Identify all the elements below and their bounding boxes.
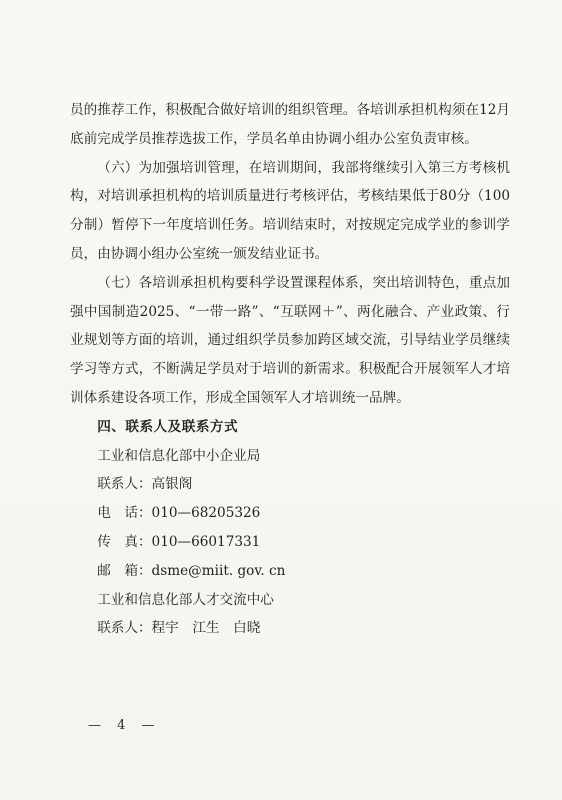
contact-person-1: 联系人：高银阁 — [97, 476, 193, 493]
contact-phone: 电 话：010—68205326 — [97, 505, 261, 522]
paragraph-item-7: （七）各培训承担机构要科学设置课程体系，突出培训特色，重点加强中国制造2025、“一带一路”、“互联网＋”、两化融合、产业政策、行业规划等方面的培训，通过组织学员参加跨区域交流，引导结业学员继续学习等方式，不断满足学员对于培训的新需求。积极配合开展领军人才培训体系建设各项工作，形成全国领军人才培训统一品牌。 — [70, 274, 510, 406]
contact-fax: 传 真：010—66017331 — [97, 533, 261, 550]
contact-email: 邮 箱：dsme@miit. gov. cn — [97, 562, 286, 579]
contact-organization-1: 工业和信息化部中小企业局 — [97, 447, 261, 464]
contact-person-2: 联系人：程宇 江生 白晓 — [97, 620, 261, 637]
paragraph-item-6: （六）为加强培训管理，在培训期间，我部将继续引入第三方考核机构，对培训承担机构的培训质量进行考核评估，考核结果低于80分（100分制）暂停下一年度培训任务。培训结束时，对按规定完成学业的参训学员，由协调小组办公室统一颁发结业证书。 — [70, 159, 510, 262]
contact-organization-2: 工业和信息化部人才交流中心 — [97, 591, 274, 608]
paragraph-continuation: 员的推荐工作，积极配合做好培训的组织管理。各培训承担机构须在12月底前完成学员推荐选拔工作，学员名单由协调小组办公室负责审核。 — [70, 102, 510, 147]
section-heading-contacts: 四、联系人及联系方式 — [97, 418, 239, 435]
document-body — [70, 96, 510, 643]
page-number: — 4 — — [88, 718, 161, 733]
